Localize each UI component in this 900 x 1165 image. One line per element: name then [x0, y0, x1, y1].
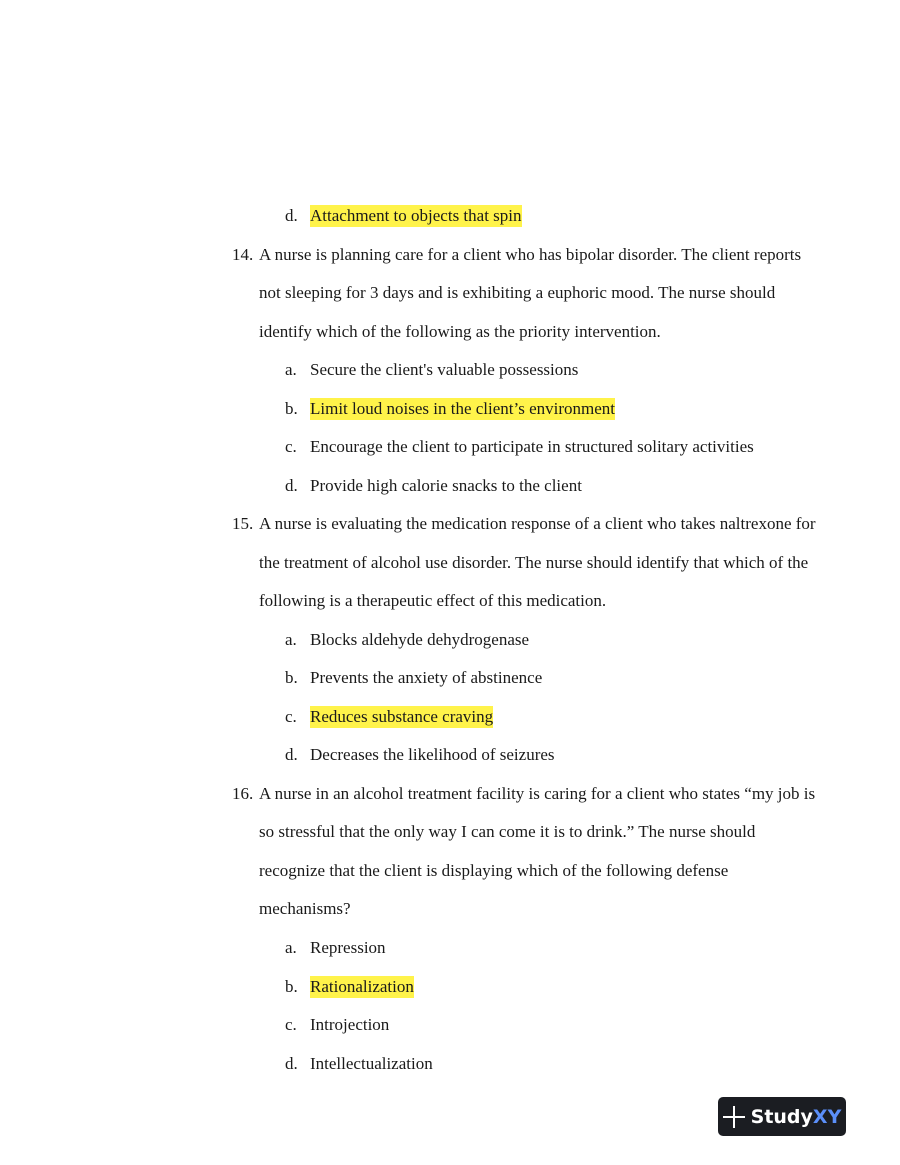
option-letter: c. [285, 437, 297, 456]
option-letter: c. [285, 707, 297, 726]
brand-accent: XY [812, 1105, 842, 1128]
option-letter: a. [285, 360, 297, 379]
question-text: A nurse in an alcohol treatment facility is caring for a client who states “my job is [259, 784, 816, 803]
option-letter: d. [285, 1054, 298, 1073]
option-letter: a. [285, 938, 297, 957]
question-number: 14. [232, 245, 254, 264]
question-text: the treatment of alcohol use disorder. The nurse should identify that which of the [259, 553, 809, 572]
option-text: Prevents the anxiety of abstinence [310, 668, 543, 687]
option-letter: b. [285, 668, 298, 687]
option-text: Encourage the client to participate in structured solitary activities [310, 437, 754, 456]
question-text: not sleeping for 3 days and is exhibiting a euphoric mood. The nurse should [259, 283, 776, 302]
option-text: Introjection [310, 1015, 390, 1034]
option-text-highlighted: Limit loud noises in the client’s environment [310, 399, 616, 418]
question-number: 15. [232, 514, 254, 533]
option-letter: c. [285, 1015, 297, 1034]
option-letter: a. [285, 630, 297, 649]
option-text: Decreases the likelihood of seizures [310, 745, 555, 764]
option-text: Repression [310, 938, 386, 957]
plus-icon [723, 1106, 745, 1128]
option-letter: b. [285, 399, 298, 418]
question-text: A nurse is planning care for a client who has bipolar disorder. The client reports [259, 245, 802, 264]
question-number: 16. [232, 784, 254, 803]
option-text-highlighted: Attachment to objects that spin [310, 206, 522, 225]
question-text: so stressful that the only way I can come it is to drink.” The nurse should [259, 822, 756, 841]
option-letter: d. [285, 206, 298, 225]
option-text-highlighted: Reduces substance craving [310, 707, 494, 726]
question-text: following is a therapeutic effect of this medication. [259, 591, 607, 610]
option-letter: b. [285, 977, 298, 996]
option-text-highlighted: Rationalization [310, 977, 414, 996]
option-text: Blocks aldehyde dehydrogenase [310, 630, 530, 649]
question-text: recognize that the client is displaying which of the following defense [259, 861, 729, 880]
brand-main: Study [750, 1105, 813, 1128]
option-text: Secure the client's valuable possessions [310, 360, 579, 379]
studyxy-watermark-badge[interactable] [718, 1097, 846, 1136]
question-text: A nurse is evaluating the medication response of a client who takes naltrexone for [259, 514, 816, 533]
option-letter: d. [285, 476, 298, 495]
option-letter: d. [285, 745, 298, 764]
question-text: identify which of the following as the priority intervention. [259, 322, 661, 341]
option-text: Provide high calorie snacks to the client [310, 476, 582, 495]
question-text: mechanisms? [259, 899, 351, 918]
brand-name [751, 1106, 842, 1128]
option-text: Intellectualization [310, 1054, 433, 1073]
